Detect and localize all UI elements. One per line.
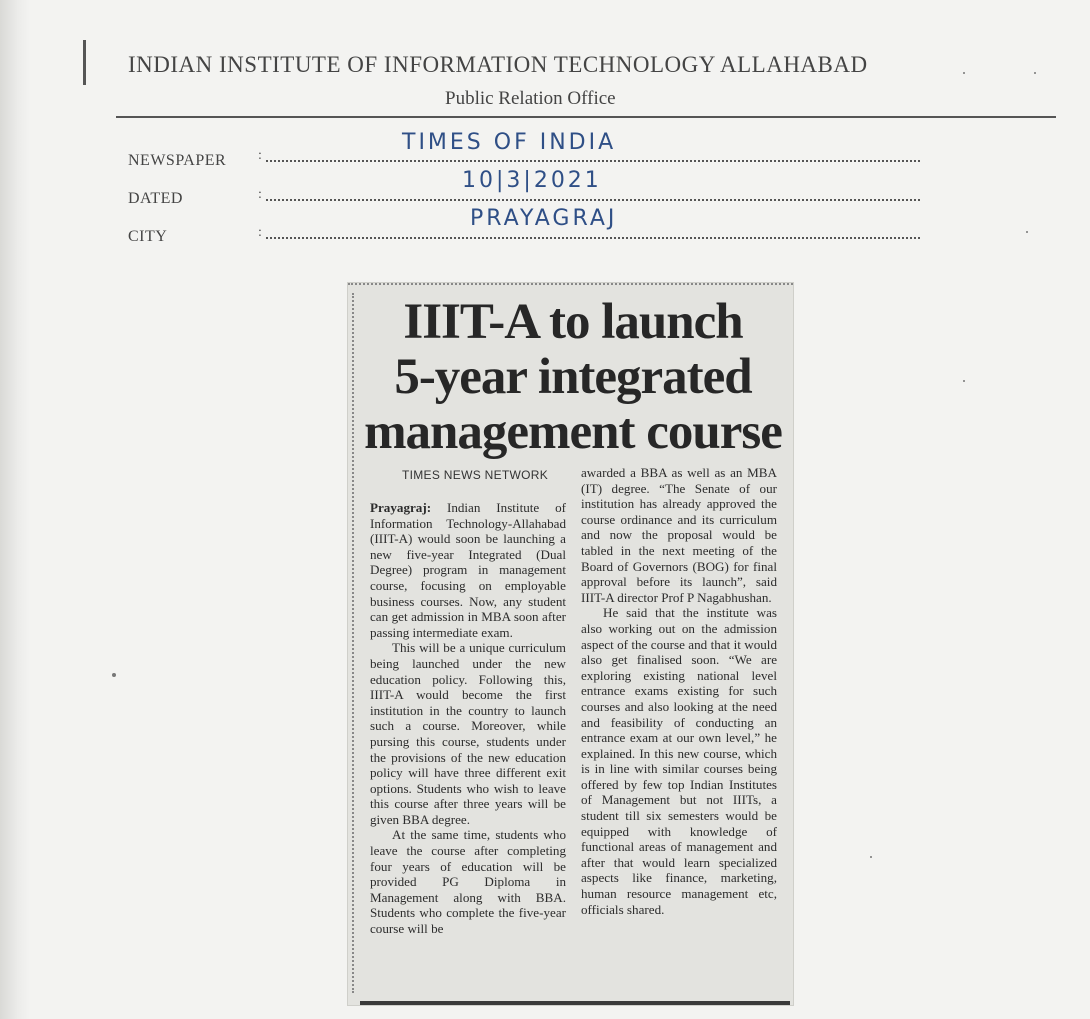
scan-speck [1026, 231, 1028, 233]
dateline: Prayagraj: [370, 500, 432, 515]
header-rule [116, 116, 1056, 118]
paragraph-4: awarded a BBA as well as an MBA (IT) degree. “The Senate of our institution has already approved the course ordinance and its curriculum and now the proposal would be tabled in the next meeting of the Board of Governors (BOG) for final approval before its launch”, said IIIT-A director Prof P Nagabhushan. [581, 465, 777, 605]
news-clipping [348, 283, 793, 1005]
page-edge [0, 0, 30, 1019]
dated-label: DATED [128, 190, 183, 207]
scan-speck [1034, 72, 1036, 74]
clipping-bottom-rule [360, 1001, 790, 1005]
paragraph-1: Prayagraj: Indian Institute of Information Technology-Allahabad (IIIT-A) would soon be launching a new five-year Integrated (Dual Degree) program in management course, focusing on employable business courses. Now, any student can get admission in MBA soon after passing intermediate exam. [370, 500, 566, 640]
headline-line-3: management course [364, 404, 782, 460]
paragraph-3: At the same time, students who leave the course after completing four years of education will be provided PG Diploma in Management along with BBA. Students who complete the five-year course will be [370, 827, 566, 937]
paragraph-2: This will be a unique curriculum being launched under the new education policy. Following this, IIIT-A would become the first institution in the country to launch such a course. Moreover, while pursing this course, students under the provisions of the new education policy will have three different exit options. Students who wish to leave this course after three years will be given BBA degree. [370, 640, 566, 827]
scan-speck [112, 673, 116, 677]
scan-speck [870, 856, 872, 858]
article-headline [358, 295, 788, 460]
article-column-2 [581, 465, 777, 917]
office-subtitle: Public Relation Office [445, 88, 616, 109]
city-label: CITY [128, 228, 168, 245]
headline-line-2: 5-year integrated [394, 349, 752, 405]
scan-speck [963, 380, 965, 382]
clipping-side-edge [352, 293, 356, 993]
newspaper-value: TIMES OF INDIA [402, 130, 617, 155]
scan-speck [963, 72, 965, 74]
institute-title: INDIAN INSTITUTE OF INFORMATION TECHNOLOGY ALLAHABAD [128, 52, 868, 77]
byline: TIMES NEWS NETWORK [402, 468, 549, 482]
city-value: PRAYAGRAJ [470, 206, 618, 231]
headline-line-1: IIIT-A to launch [403, 294, 743, 350]
newspaper-label: NEWSPAPER [128, 152, 227, 169]
article-column-1 [370, 500, 566, 937]
paragraph-5: He said that the institute was also working out on the admission aspect of the course and that it would also get finalised soon. “We are exploring existing national level entrance exams existing for such courses and also looking at the need and feasibility of conducting an entrance exam at our own level,” he explained. In this new course, which is in line with similar courses being offered by few top Indian Institutes of Management but not IIITs, a student till six semesters would be equipped with knowledge of functional areas of management and after that would learn specialized aspects like finance, marketing, human resource management etc, officials shared. [581, 605, 777, 917]
clipping-cut-edge [348, 283, 793, 293]
dated-value: 10|3|2021 [462, 168, 602, 193]
margin-mark [83, 40, 86, 85]
